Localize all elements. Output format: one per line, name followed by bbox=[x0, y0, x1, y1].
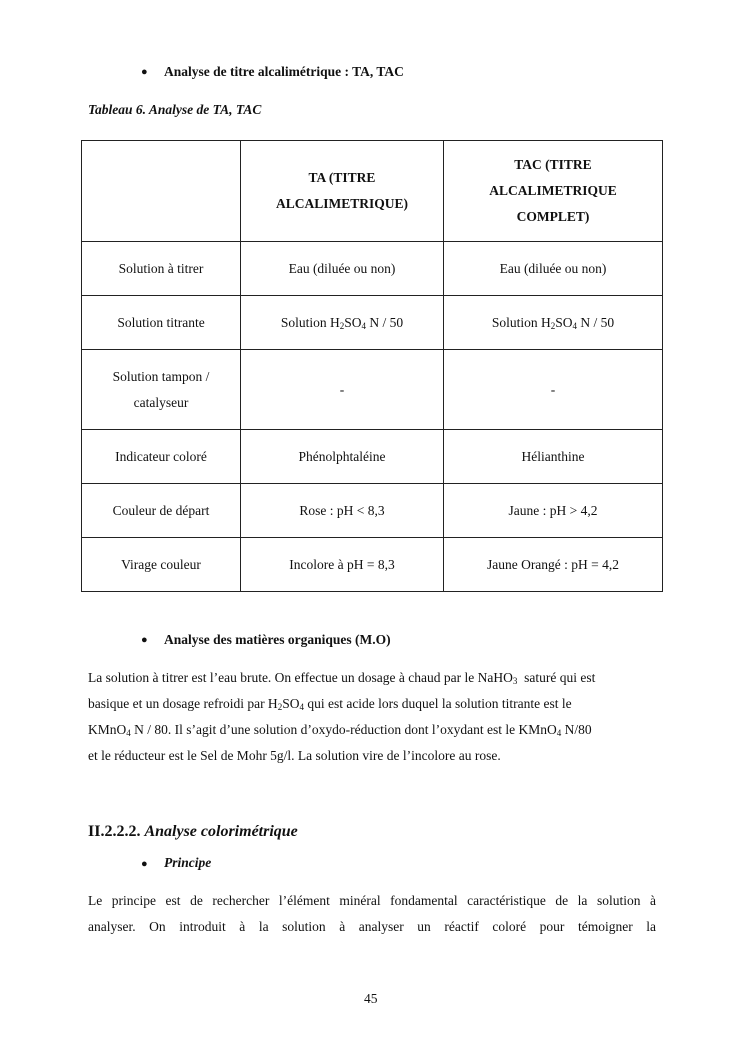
row-label: Indicateur coloré bbox=[82, 430, 241, 484]
section-title-mo: Analyse des matières organiques (M.O) bbox=[164, 632, 391, 647]
heading-number: II.2.2.2. bbox=[88, 823, 141, 840]
section-heading-colorimetric bbox=[88, 823, 298, 841]
mo-line-2: basique et un dosage refroidi par $H_2SO_4$ qui est acide lors duquel la solution titrante est le bbox=[88, 696, 572, 712]
table-row bbox=[82, 242, 663, 296]
principe-line-1: Le principe est de rechercher l’élément minéral fondamental caractéristique de la solution à bbox=[88, 893, 656, 908]
cell-ta: Solution $H_2SO_4$ N / 50 bbox=[241, 296, 444, 350]
mo-line-3: KMnO$_4$ N / 80. Il s’agit d’une solution d’oxydo-réduction dont l’oxydant est le KMnO$_4$ N/80 bbox=[88, 722, 592, 738]
table-row bbox=[82, 430, 663, 484]
section-title-ta: Analyse de titre alcalimétrique : TA, TAC bbox=[164, 64, 404, 79]
cell-ta: Phénolphtaléine bbox=[241, 430, 444, 484]
header-empty bbox=[82, 141, 241, 242]
cell-ta: Eau (diluée ou non) bbox=[241, 242, 444, 296]
cell-tac: - bbox=[444, 350, 663, 430]
ta-tac-table bbox=[81, 140, 663, 592]
cell-ta: Incolore à pH = 8,3 bbox=[241, 538, 444, 592]
subtitle-principe: Principe bbox=[164, 855, 212, 870]
bullet-icon: ● bbox=[141, 634, 148, 646]
row-label: Couleur de départ bbox=[82, 484, 241, 538]
table-row bbox=[82, 350, 663, 430]
principe-line-2: analyser. On introduit à la solution à analyser un réactif coloré pour témoigner la bbox=[88, 919, 656, 934]
table-row bbox=[82, 538, 663, 592]
cell-tac: Jaune : pH > 4,2 bbox=[444, 484, 663, 538]
table-caption: Tableau 6. Analyse de TA, TAC bbox=[88, 102, 262, 117]
principe-paragraph bbox=[88, 888, 656, 940]
heading-title: Analyse colorimétrique bbox=[144, 823, 298, 840]
row-label: Virage couleur bbox=[82, 538, 241, 592]
row-label: Solution tampon / catalyseur bbox=[82, 350, 241, 430]
mo-line-1: La solution à titrer est l’eau brute. On effectue un dosage à chaud par le NaHO$_3$ saturé qui est bbox=[88, 670, 596, 686]
header-ta: TA (TITRE ALCALIMETRIQUE) bbox=[241, 141, 444, 242]
mo-line-4: et le réducteur est le Sel de Mohr 5g/l. La solution vire de l’incolore au rose. bbox=[88, 748, 501, 763]
bullet-icon: ● bbox=[141, 858, 148, 870]
cell-ta: - bbox=[241, 350, 444, 430]
bullet-icon: ● bbox=[141, 66, 148, 78]
table-row bbox=[82, 296, 663, 350]
table-header-row bbox=[82, 141, 663, 242]
cell-tac: Jaune Orangé : pH = 4,2 bbox=[444, 538, 663, 592]
cell-tac: Eau (diluée ou non) bbox=[444, 242, 663, 296]
cell-tac: Hélianthine bbox=[444, 430, 663, 484]
mo-paragraph bbox=[88, 665, 656, 769]
header-tac: TAC (TITRE ALCALIMETRIQUE COMPLET) bbox=[444, 141, 663, 242]
row-label: Solution titrante bbox=[82, 296, 241, 350]
cell-ta: Rose : pH < 8,3 bbox=[241, 484, 444, 538]
cell-tac: Solution $H_2SO_4$ N / 50 bbox=[444, 296, 663, 350]
row-label: Solution à titrer bbox=[82, 242, 241, 296]
page-number: 45 bbox=[364, 991, 378, 1006]
table-row bbox=[82, 484, 663, 538]
